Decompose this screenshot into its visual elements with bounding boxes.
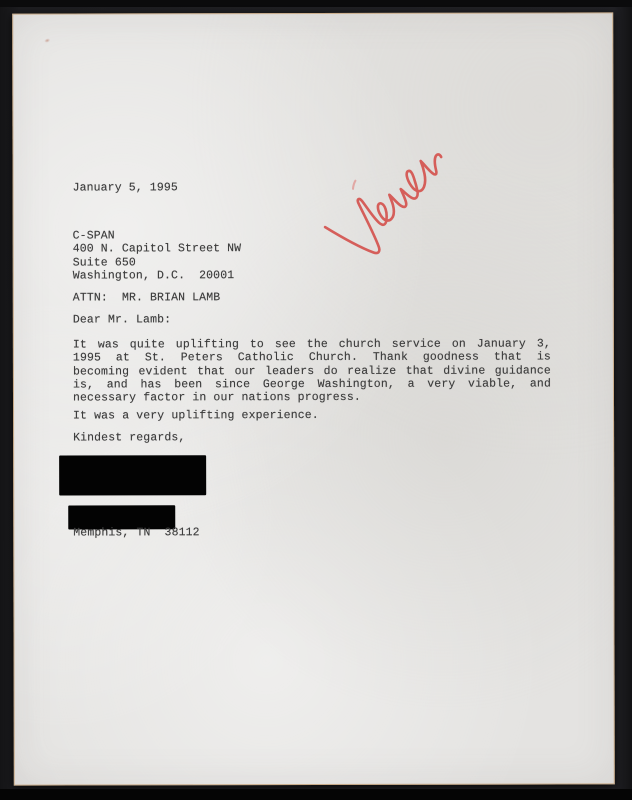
body-line-2: 1995 at St. Peters Catholic Church. Thank goodness that is xyxy=(72,350,551,365)
paper-stain-speck xyxy=(44,38,51,44)
attention-line: ATTN: MR. BRIAN LAMB xyxy=(72,291,221,305)
recipient-address-block: C-SPAN 400 N. Capitol Street NW Suite 650 Washington, D.C. 20001 xyxy=(72,229,242,283)
closing-sentence: It was a very uplifting experience. xyxy=(73,408,319,423)
letter-date: January 5, 1995 xyxy=(72,181,178,195)
signoff-line: Kindest regards, xyxy=(73,431,186,445)
handwritten-viewer-annotation xyxy=(308,118,474,276)
handwriting-ink-icon xyxy=(308,118,474,276)
sender-city-line: Memphis, TN 38112 xyxy=(73,526,200,540)
body-line-5: necessary factor in our nations progress. xyxy=(72,391,361,405)
body-line-1: It was quite uplifting to see the church service on January 3, xyxy=(72,337,551,352)
scanner-mat-bottom xyxy=(0,789,632,800)
body-line-3: becoming evident that our leaders do realize that divine guidance xyxy=(72,364,551,379)
letter-paper xyxy=(12,12,615,785)
redaction-bar-signature xyxy=(59,455,206,495)
body-line-4: is, and has been since George Washington, a very viable, and xyxy=(72,377,551,392)
salutation-line: Dear Mr. Lamb: xyxy=(72,313,172,327)
scanner-mat-top xyxy=(0,0,632,7)
letter-body-paragraph xyxy=(73,338,551,405)
